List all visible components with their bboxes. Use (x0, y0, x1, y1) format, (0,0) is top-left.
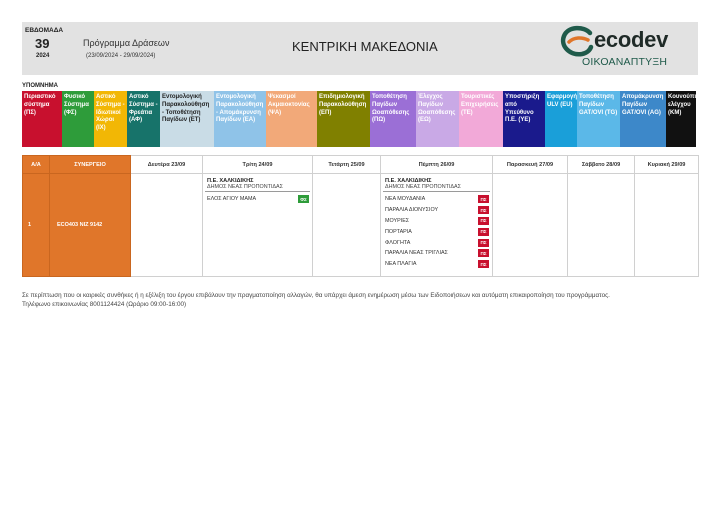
region-title: ΚΕΝΤΡΙΚΗ ΜΑΚΕΔΟΝΙΑ (292, 39, 438, 54)
schedule-table (22, 155, 699, 277)
page-header (22, 22, 698, 75)
location-row (383, 248, 490, 259)
activity-code-badge: ΠΣ (478, 260, 489, 268)
cell-wednesday (313, 174, 381, 277)
header-tuesday: Τρίτη 24/09 (203, 156, 313, 174)
legend-item: Κουνούπια ελέγχου (ΚΜ) (666, 91, 696, 147)
week-label: ΕΒΔΟΜΑΔΑ (25, 27, 64, 34)
activity-code-badge: ΠΣ (478, 249, 489, 257)
legend-item: Τοποθέτηση Παγίδων Ωοαπόθεσης (ΠΩ) (370, 91, 416, 147)
legend-item: Φυσικό Σύστημα (ΦΣ) (62, 91, 94, 147)
footer-notes (22, 292, 712, 309)
location-row (383, 205, 490, 216)
activity-code-badge: ΠΣ (478, 195, 489, 203)
legend-item: Τουριστικές Επιχειρήσεις (ΤΕ) (459, 91, 503, 147)
header-friday: Παρασκευή 27/09 (493, 156, 568, 174)
activity-code-badge: ΠΣ (478, 228, 489, 236)
legend-item: Υποστήριξη από Υπεύθυνο Π.Ε. (ΥΕ) (503, 91, 545, 147)
municipality-name: ΔΗΜΟΣ ΝΕΑΣ ΠΡΟΠΟΝΤΙΔΑΣ (205, 184, 310, 192)
row-aa: 1 (23, 174, 50, 277)
header-saturday: Σάββατο 28/09 (568, 156, 635, 174)
row-vehicle: ECO403 ΝΙΖ 9142 (50, 174, 131, 277)
header-crew: ΣΥΝΕΡΓΕΙΟ (50, 156, 131, 174)
location-row (383, 216, 490, 227)
location-name: ΕΛΟΣ ΑΓΙΟΥ ΜΑΜΑ (207, 196, 257, 203)
regional-unit-name: Π.Ε. ΧΑΛΚΙΔΙΚΗΣ (207, 178, 254, 184)
legend-item: Εφαρμογή ULV (ΕU) (545, 91, 577, 147)
location-row (383, 237, 490, 248)
location-list (383, 194, 490, 270)
week-number: 39 (35, 36, 50, 51)
footer-note-changes: Σε περίπτωση που οι καιρικές συνθήκες ή η εξέλιξη του έργου επιβάλουν την πραγματοποίηση αλλαγών, θα υπάρχει άμεση ενημέρωση μέσω των Ειδοποιήσεων και αυτόματη επικαιροποίηση του προγράμματος. (22, 292, 610, 299)
legend-item: Περιαστικό σύστημα (ΠΣ) (22, 91, 62, 147)
legend-item: Αστικό Σύστημα - Φρεάτια (ΑΦ) (127, 91, 160, 147)
cell-saturday (568, 174, 635, 277)
location-name: ΦΛΟΓΗΤΑ (385, 239, 411, 246)
location-name: ΠΑΡΑΛΙΑ ΔΙΟΝΥΣΙΟΥ (385, 207, 439, 214)
ecodev-logo (560, 25, 696, 73)
header-monday: Δευτέρα 23/09 (131, 156, 203, 174)
activity-code-badge: ΠΣ (478, 217, 489, 225)
location-row (383, 194, 490, 205)
table-header-row (23, 156, 699, 174)
location-name: ΝΕΑ ΠΛΑΓΙΑ (385, 261, 417, 268)
program-dates: (23/09/2024 - 29/09/2024) (86, 53, 156, 59)
location-list (205, 194, 310, 205)
logo-subtitle: ΟΙΚΟΑΝΑΠΤΥΞΗ (582, 56, 668, 68)
legend-item: Έλεγχος Παγίδων Ωοαπόθεσης (ΕΩ) (416, 91, 459, 147)
header-thursday: Πέμπτη 26/09 (381, 156, 493, 174)
location-row (205, 194, 310, 205)
activity-code-badge: ΠΣ (478, 206, 489, 214)
cell-friday (493, 174, 568, 277)
legend-item: Απομάκρυνση Παγίδων GAT/OVI (AG) (620, 91, 666, 147)
activity-code-badge: ΠΣ (478, 239, 489, 247)
week-year: 2024 (36, 53, 50, 59)
legend (22, 91, 698, 147)
program-title: Πρόγραμμα Δράσεων (83, 38, 170, 48)
regional-unit-name: Π.Ε. ΧΑΛΚΙΔΙΚΗΣ (385, 178, 432, 184)
cell-tuesday (203, 174, 313, 277)
legend-item: Εντομολογική Παρακολούθηση - Τοποθέτηση Παγίδων (ΕΤ) (160, 91, 214, 147)
location-row (383, 259, 490, 270)
location-row (383, 226, 490, 237)
legend-item: Τοποθέτηση Παγίδων GAT/OVI (ΤG) (577, 91, 620, 147)
location-name: ΠΑΡΑΛΙΑ ΝΕΑΣ ΤΡΙΓΛΙΑΣ (385, 250, 448, 257)
legend-item: Ψεκασμοί Ακμαιοκτονίας (ΨΑ) (266, 91, 317, 147)
header-aa: Α/Α (23, 156, 50, 174)
logo-swoosh-icon (560, 26, 594, 58)
cell-sunday (635, 174, 699, 277)
municipality-name: ΔΗΜΟΣ ΝΕΑΣ ΠΡΟΠΟΝΤΙΔΑΣ (383, 184, 490, 192)
location-name: ΝΕΑ ΜΟΥΔΑΝΙΑ (385, 196, 426, 203)
header-wednesday: Τετάρτη 25/09 (313, 156, 381, 174)
legend-title: ΥΠΟΜΝΗΜΑ (22, 83, 58, 89)
activity-code-badge: ΦΣ (298, 195, 309, 203)
cell-monday (131, 174, 203, 277)
table-row (23, 174, 699, 277)
legend-item: Επιδημιολογική Παρακολούθηση (ΕΠ) (317, 91, 370, 147)
location-name: ΜΟΥΡΙΕΣ (385, 217, 410, 224)
cell-thursday (381, 174, 493, 277)
header-sunday: Κυριακή 29/09 (635, 156, 699, 174)
legend-item: Αστικό Σύστημα - Ιδιωτικοί Χώροι (ΙΧ) (94, 91, 127, 147)
legend-item: Εντομολογική Παρακολούθηση - Απομάκρυνση Παγίδων (ΕΑ) (214, 91, 266, 147)
logo-wordmark: ecodev (594, 27, 669, 52)
location-name: ΠΟΡΤΑΡΙΑ (385, 228, 412, 235)
footer-note-phone: Τηλέφωνο επικοινωνίας 8001124424 (Ωράριο 09:00-16:00) (22, 300, 187, 308)
